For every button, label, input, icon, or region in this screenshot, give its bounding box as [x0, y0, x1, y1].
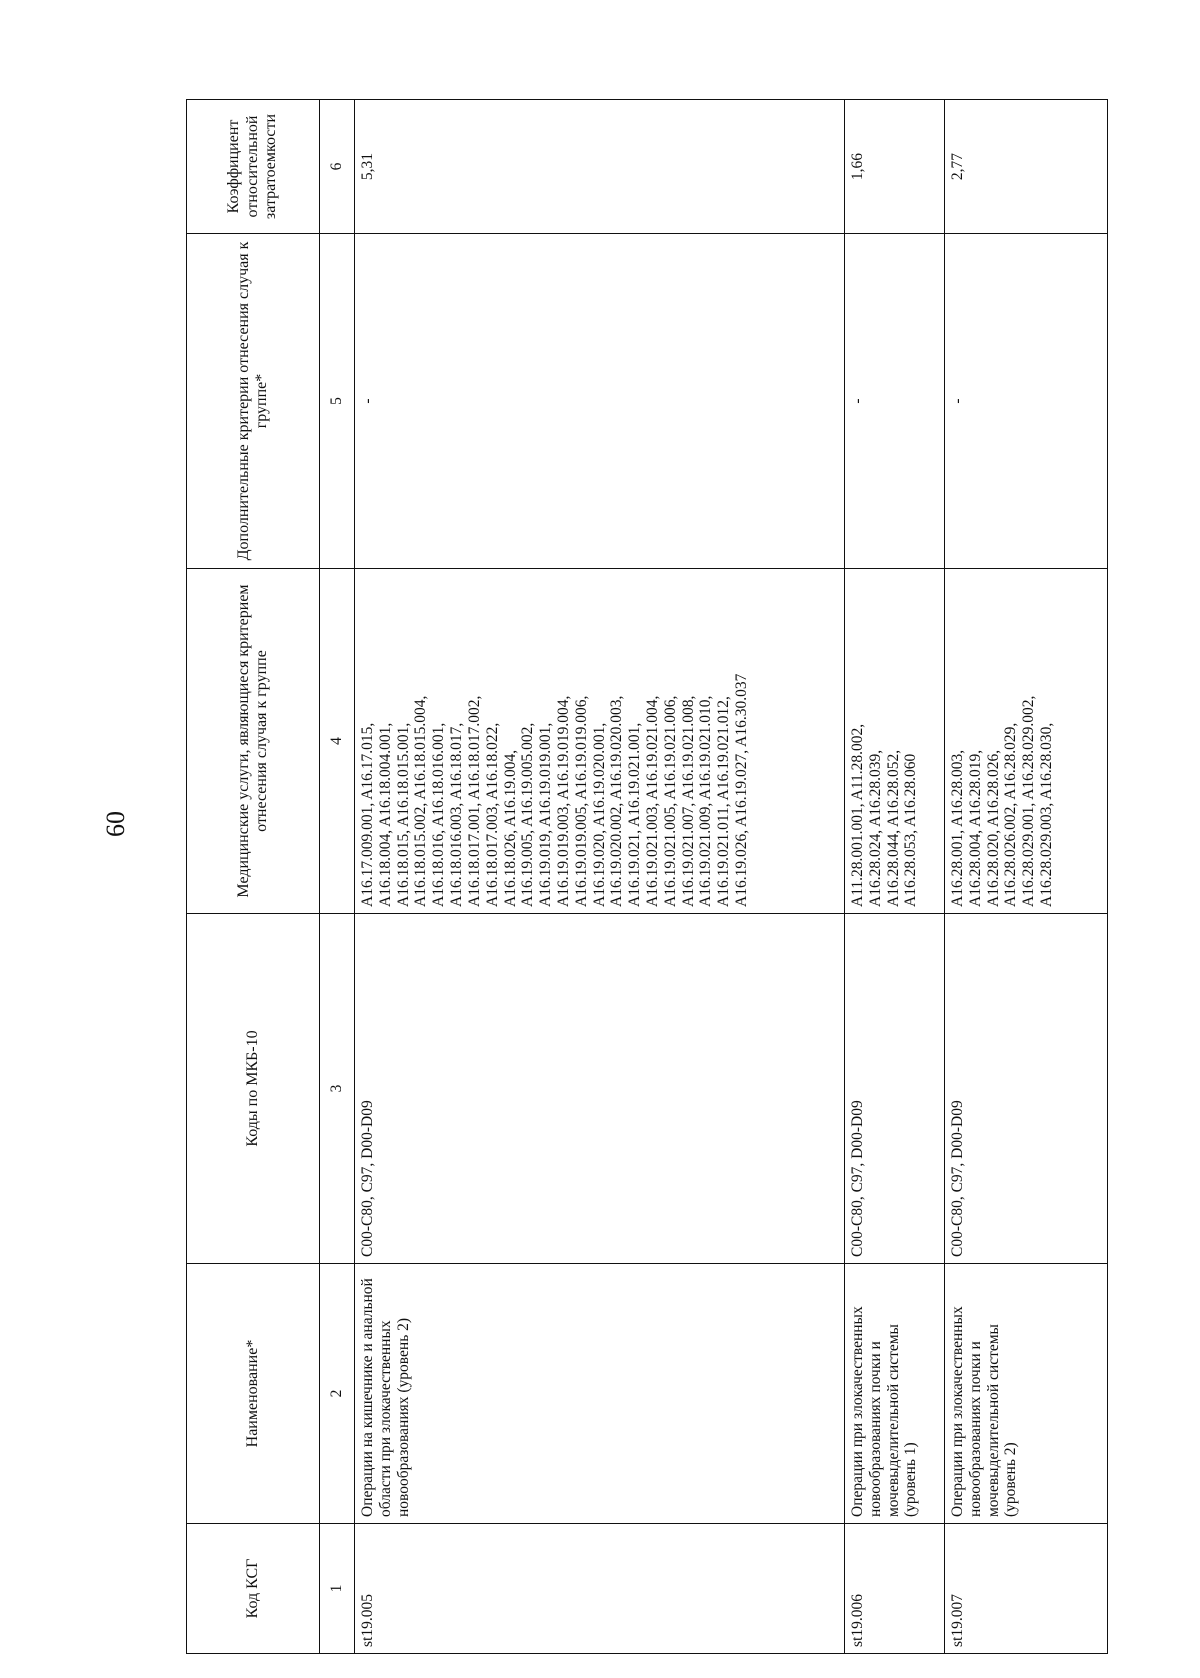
service-codes	[945, 569, 1108, 914]
rotated-table-container	[186, 100, 1108, 1654]
service-code-line: A16.18.004, A16.18.004.001,	[376, 722, 394, 907]
service-code-line: A16.18.016, A16.18.016.001,	[430, 722, 448, 907]
service-code-line: A16.18.017.003, A16.18.022,	[483, 722, 501, 907]
header-name: Наименование*	[187, 1264, 320, 1524]
column-number: 6	[320, 100, 355, 234]
cost-coefficient: 2,77	[945, 100, 1108, 234]
ksg-name: Операции на кишечнике и анальной области при злокачественных новообразованиях (уровень 2)	[355, 1264, 845, 1524]
cost-coefficient: 5,31	[355, 100, 845, 234]
service-code-line: A16.19.020.002, A16.19.020.003,	[608, 695, 626, 907]
service-code-line: A16.19.021.011, A16.19.021.012,	[715, 696, 733, 907]
service-code-line: A16.28.020, A16.28.026,	[984, 749, 1002, 907]
service-codes	[355, 569, 845, 914]
service-code-line: A16.19.026, A16.19.027, A16.30.037	[733, 673, 751, 907]
service-code-line: A16.19.019.003, A16.19.019.004,	[554, 695, 572, 907]
header-services: Медицинские услуги, являющиеся критерием отнесения случая к группе	[187, 569, 320, 914]
service-code-line: A16.28.044, A16.28.052,	[884, 749, 902, 907]
service-code-line: A16.18.017.001, A16.18.017.002,	[465, 695, 483, 907]
table-row	[945, 100, 1108, 1654]
service-code-line: A16.18.015.002, A16.18.015.004,	[412, 695, 430, 907]
ksg-name: Операции при злокачественных новообразованиях почки и мочевыделительной системы (уровень 2)	[945, 1264, 1108, 1524]
column-number-row	[320, 100, 355, 1654]
service-code-line: A16.19.021.003, A16.19.021.004,	[644, 695, 661, 907]
service-code-line: A16.19.019.005, A16.19.019.006,	[572, 695, 590, 907]
column-number: 4	[320, 569, 355, 914]
service-code-line: A16.19.005, A16.19.005.002,	[519, 722, 537, 907]
service-code-line: A16.28.029.003, A16.28.030,	[1038, 722, 1056, 907]
ksg-table	[186, 99, 1108, 1654]
header-code: Код КСГ	[187, 1524, 320, 1654]
header-extra: Дополнительные критерии отнесения случая к группе*	[187, 234, 320, 569]
service-code-line: A16.19.021, A16.19.021.001,	[626, 722, 644, 907]
service-code-line: A16.28.024, A16.28.039,	[866, 749, 884, 907]
mkb-codes: C00-C80, C97, D00-D09	[845, 914, 945, 1264]
header-mkb: Коды по МКБ-10	[187, 914, 320, 1264]
service-code-line: A16.19.019, A16.19.019.001,	[537, 722, 555, 907]
ksg-code: st19.005	[355, 1524, 845, 1654]
table-header-row	[187, 100, 320, 1654]
service-codes	[845, 569, 945, 914]
extra-criteria: -	[355, 234, 845, 569]
mkb-codes: C00-C80, C97, D00-D09	[945, 914, 1108, 1264]
service-code-line: A16.19.021.005, A16.19.021.006,	[661, 695, 679, 907]
service-code-line: A16.18.016.003, A16.18.017,	[448, 722, 466, 907]
column-number: 2	[320, 1264, 355, 1524]
page-number: 60	[101, 811, 130, 837]
ksg-code: st19.007	[945, 1524, 1108, 1654]
column-number: 1	[320, 1524, 355, 1654]
extra-criteria: -	[945, 234, 1108, 569]
service-code-line: A16.19.021.007, A16.19.021.008,	[679, 695, 697, 907]
extra-criteria: -	[845, 234, 945, 569]
service-code-line: A16.19.020, A16.19.020.001,	[590, 722, 608, 907]
ksg-name: Операции при злокачественных новообразованиях почки и мочевыделительной системы (уровень 1)	[845, 1264, 945, 1524]
service-code-line: A16.28.053, A16.28.060	[902, 753, 920, 907]
column-number: 5	[320, 234, 355, 569]
service-code-line: A16.19.021.009, A16.19.021.010,	[697, 695, 715, 907]
table-row	[355, 100, 845, 1654]
service-code-line: A16.28.026.002, A16.28.029,	[1002, 722, 1020, 907]
cost-coefficient: 1,66	[845, 100, 945, 234]
service-code-line: A16.18.015, A16.18.015.001,	[394, 722, 412, 907]
service-code-line: A11.28.001.001, A11.28.002,	[849, 723, 866, 907]
service-code-line: A16.28.029.001, A16.28.029.002,	[1020, 695, 1038, 907]
service-code-line: A16.28.001, A16.28.003,	[949, 749, 966, 907]
header-coef: Коэффициент относительной затратоемкости	[187, 100, 320, 234]
column-number: 3	[320, 914, 355, 1264]
service-code-line: A16.17.009.001, A16.17.015,	[359, 722, 376, 907]
table-row	[845, 100, 945, 1654]
service-code-line: A16.18.026, A16.19.004,	[501, 749, 519, 907]
service-code-line: A16.28.004, A16.28.019,	[966, 749, 984, 907]
ksg-code: st19.006	[845, 1524, 945, 1654]
mkb-codes: C00-C80, C97, D00-D09	[355, 914, 845, 1264]
